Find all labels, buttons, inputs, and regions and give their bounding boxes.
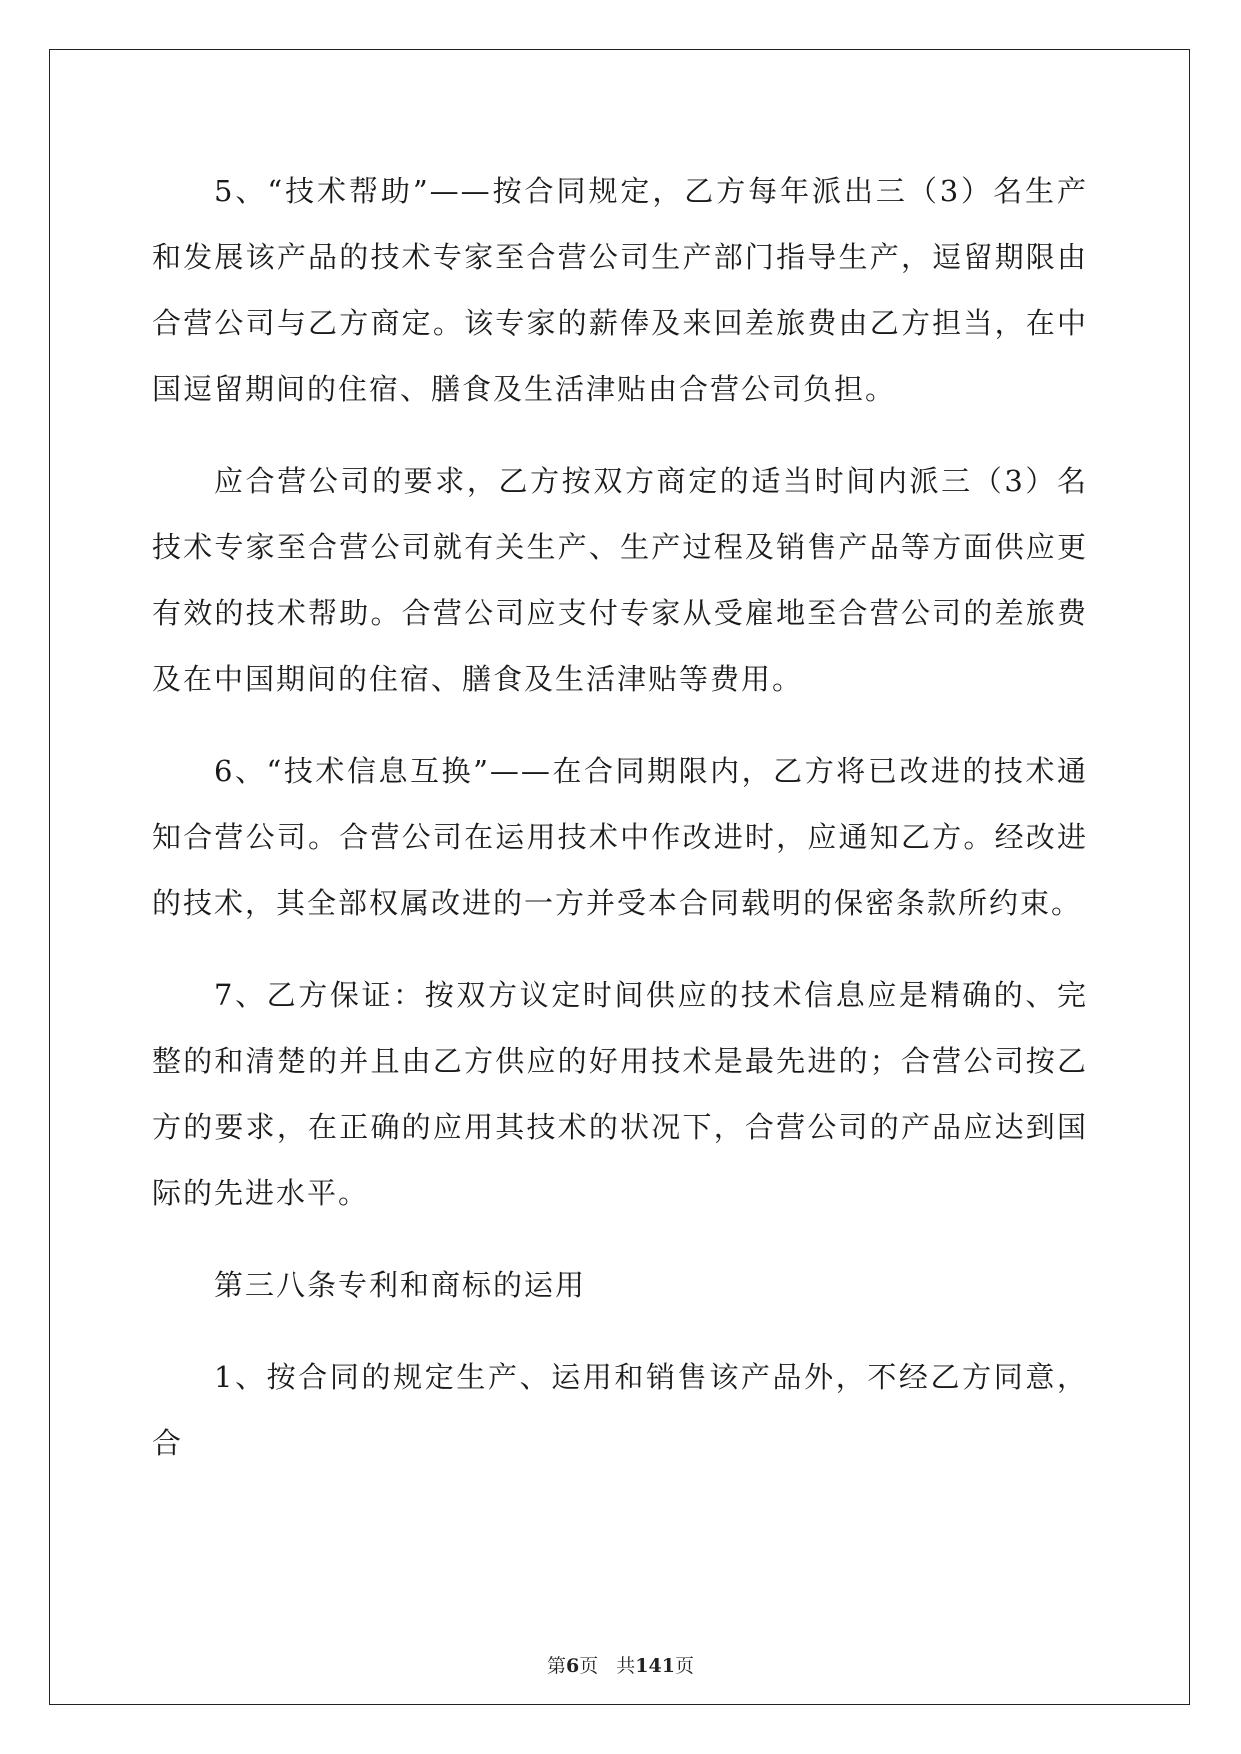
- total-pages: 141: [635, 1655, 675, 1677]
- paragraph-technical-assistance: 5、“技术帮助”——按合同规定，乙方每年派出三（3）名生产和发展该产品的技术专家至合营公司生产部门指导生产，逗留期限由合营公司与乙方商定。该专家的薪俸及来回差旅费由乙方担当，在中国逗留期间的住宿、膳食及生活津贴由合营公司负担。: [152, 174, 1088, 406]
- paragraph-information-exchange: 6、“技术信息互换”——在合同期限内，乙方将已改进的技术通知合营公司。合营公司在运用技术中作改进时，应通知乙方。经改进的技术，其全部权属改进的一方并受本合同载明的保密条款所约束。: [152, 754, 1088, 920]
- footer-prefix: 第: [547, 1655, 567, 1677]
- footer-page-suffix: 页: [579, 1655, 599, 1677]
- paragraph-expert-dispatch: 应合营公司的要求，乙方按双方商定的适当时间内派三（3）名技术专家至合营公司就有关生产、生产过程及销售产品等方面供应更有效的技术帮助。合营公司应支付专家从受雇地至合营公司的差旅费及在中国期间的住宿、膳食及生活津贴等费用。: [152, 464, 1088, 696]
- paragraph-warranty: 7、乙方保证：按双方议定时间供应的技术信息应是精确的、完整的和清楚的并且由乙方供应的好用技术是最先进的；合营公司按乙方的要求，在正确的应用其技术的状况下，合营公司的产品应达到国际的先进水平。: [152, 978, 1088, 1210]
- paragraph-patent-usage: 1、按合同的规定生产、运用和销售该产品外，不经乙方同意，合: [152, 1360, 1088, 1460]
- page-footer: [0, 1654, 1241, 1678]
- document-body: [152, 158, 1088, 1502]
- footer-total-suffix: 页: [674, 1655, 694, 1677]
- section-heading: 第三八条专利和商标的运用: [214, 1268, 587, 1302]
- page-number: 6: [566, 1655, 580, 1677]
- footer-total-prefix: 共: [616, 1655, 636, 1677]
